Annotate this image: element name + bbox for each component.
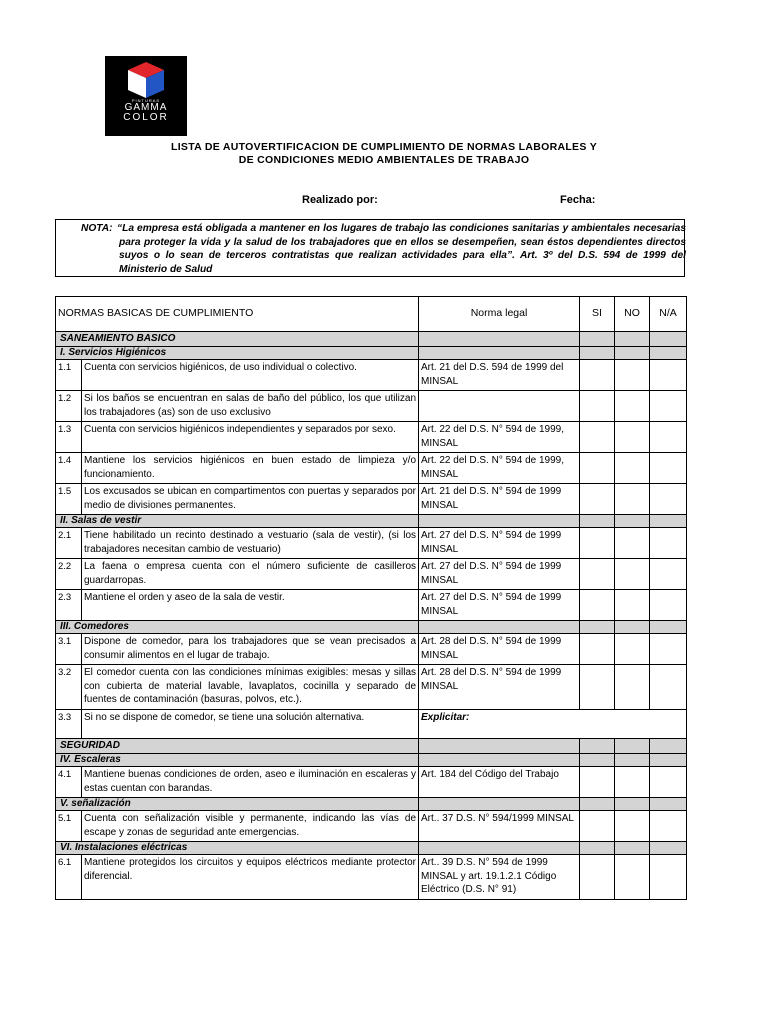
row-description: Los excusados se ubican en compartimentos con puertas y separados por medio de divisiones permanentes. xyxy=(82,484,419,515)
row-description: Mantiene buenas condiciones de orden, aseo e iluminación en escaleras y estas cuentan con barandas. xyxy=(82,767,419,798)
no-cell[interactable] xyxy=(615,484,650,515)
no-cell[interactable] xyxy=(615,811,650,842)
row-legal: Art. 22 del D.S. N° 594 de 1999, MINSAL xyxy=(419,453,580,484)
si-cell[interactable] xyxy=(580,360,615,391)
no-cell[interactable] xyxy=(615,360,650,391)
document-title xyxy=(0,141,768,167)
checklist-table xyxy=(55,296,687,900)
header-na: N/A xyxy=(650,297,687,332)
no-cell[interactable] xyxy=(615,391,650,422)
section-row xyxy=(56,332,687,347)
row-description: Dispone de comedor, para los trabajadores que se vean precisados a consumir alimentos en el lugar de trabajo. xyxy=(82,634,419,665)
nota-box xyxy=(55,219,685,277)
row-description: Mantiene protegidos los circuitos y equipos eléctricos mediante protector diferencial. xyxy=(82,855,419,900)
row-number: 4.1 xyxy=(56,767,82,798)
subsection-title: II. Salas de vestir xyxy=(56,515,419,528)
no-cell[interactable] xyxy=(615,665,650,710)
logo-color: COLOR xyxy=(123,112,169,123)
table-row xyxy=(56,767,687,798)
si-cell[interactable] xyxy=(580,453,615,484)
row-description: El comedor cuenta con las condiciones mínimas exigibles: mesas y sillas con cubierta de material lavable, lavaplatos, cocinilla y separado de fuentes de contaminación (basuras, polvos, etc.). xyxy=(82,665,419,710)
header-normas: NORMAS BASICAS DE CUMPLIMIENTO xyxy=(56,297,419,332)
row-legal: Art. 27 del D.S. N° 594 de 1999 MINSAL xyxy=(419,528,580,559)
no-cell[interactable] xyxy=(615,453,650,484)
logo-small-text: PINTURAS xyxy=(131,98,161,103)
na-cell[interactable] xyxy=(650,422,687,453)
table-row xyxy=(56,634,687,665)
section-title: SANEAMIENTO BASICO xyxy=(56,332,419,347)
table-row xyxy=(56,422,687,453)
table-row xyxy=(56,811,687,842)
row-legal: Art.. 39 D.S. N° 594 de 1999 MINSAL y art. 19.1.2.1 Código Eléctrico (D.S. N° 91) xyxy=(419,855,580,900)
table-row xyxy=(56,710,687,739)
table-row xyxy=(56,855,687,900)
nota-text: “La empresa está obligada a mantener en los lugares de trabajo las condiciones sanitarias y ambientales necesarias para proteger la vida y la salud de los trabajadores que en ellos se desempeñen, sean éstos dependientes directos suyos o lo sean de terceros contratistas que realizan actividades para ella”. Art. 3º del D.S. 594 de 1999 del Ministerio de Salud xyxy=(117,223,686,275)
table-row xyxy=(56,453,687,484)
row-number: 2.3 xyxy=(56,590,82,621)
subsection-row xyxy=(56,842,687,855)
nota-label: NOTA: xyxy=(81,223,113,234)
row-number: 1.2 xyxy=(56,391,82,422)
row-number: 1.3 xyxy=(56,422,82,453)
row-legal: Art. 28 del D.S. N° 594 de 1999 MINSAL xyxy=(419,665,580,710)
row-description: Si no se dispone de comedor, se tiene una solución alternativa. xyxy=(82,710,419,739)
no-cell[interactable] xyxy=(615,634,650,665)
si-cell[interactable] xyxy=(580,528,615,559)
no-cell[interactable] xyxy=(615,855,650,900)
si-cell[interactable] xyxy=(580,590,615,621)
si-cell[interactable] xyxy=(580,855,615,900)
na-cell[interactable] xyxy=(650,634,687,665)
na-cell[interactable] xyxy=(650,559,687,590)
table-row xyxy=(56,528,687,559)
subsection-row xyxy=(56,621,687,634)
table-row xyxy=(56,665,687,710)
row-description: Mantiene los servicios higiénicos en buen estado de limpieza y/o funcionamiento. xyxy=(82,453,419,484)
row-number: 1.4 xyxy=(56,453,82,484)
header-si: SI xyxy=(580,297,615,332)
row-legal: Art. 21 del D.S. 594 de 1999 del MINSAL xyxy=(419,360,580,391)
na-cell[interactable] xyxy=(650,484,687,515)
section-row xyxy=(56,739,687,754)
subsection-title: I. Servicios Higiénicos xyxy=(56,347,419,360)
na-cell[interactable] xyxy=(650,665,687,710)
no-cell[interactable] xyxy=(615,590,650,621)
na-cell[interactable] xyxy=(650,360,687,391)
subsection-title: V. señalización xyxy=(56,798,419,811)
si-cell[interactable] xyxy=(580,767,615,798)
table-header-row xyxy=(56,297,687,332)
company-logo xyxy=(105,56,187,136)
table-row xyxy=(56,559,687,590)
table-row xyxy=(56,484,687,515)
subsection-row xyxy=(56,347,687,360)
si-cell[interactable] xyxy=(580,634,615,665)
subsection-row xyxy=(56,515,687,528)
fecha-label: Fecha: xyxy=(560,194,596,206)
row-number: 1.1 xyxy=(56,360,82,391)
row-description: Mantiene el orden y aseo de la sala de vestir. xyxy=(82,590,419,621)
si-cell[interactable] xyxy=(580,665,615,710)
na-cell[interactable] xyxy=(650,811,687,842)
subsection-row xyxy=(56,798,687,811)
row-legal: Art. 27 del D.S. N° 594 de 1999 MINSAL xyxy=(419,590,580,621)
table-row xyxy=(56,391,687,422)
row-description: Cuenta con servicios higiénicos independientes y separados por sexo. xyxy=(82,422,419,453)
row-number: 2.1 xyxy=(56,528,82,559)
row-legal: Art. 27 del D.S. N° 594 de 1999 MINSAL xyxy=(419,559,580,590)
no-cell[interactable] xyxy=(615,528,650,559)
na-cell[interactable] xyxy=(650,391,687,422)
logo-gamma: GAMMA xyxy=(124,102,168,113)
si-cell[interactable] xyxy=(580,391,615,422)
si-cell[interactable] xyxy=(580,559,615,590)
row-description: La faena o empresa cuenta con el número suficiente de casilleros guardarropas. xyxy=(82,559,419,590)
row-number: 3.2 xyxy=(56,665,82,710)
row-number: 6.1 xyxy=(56,855,82,900)
section-title: SEGURIDAD xyxy=(56,739,419,754)
title-line-1: LISTA DE AUTOVERTIFICACION DE CUMPLIMIENTO DE NORMAS LABORALES Y xyxy=(171,141,597,153)
subsection-title: III. Comedores xyxy=(56,621,419,634)
row-legal: Art. 21 del D.S. N° 594 de 1999 MINSAL xyxy=(419,484,580,515)
no-cell[interactable] xyxy=(615,559,650,590)
row-number: 1.5 xyxy=(56,484,82,515)
si-cell[interactable] xyxy=(580,811,615,842)
row-legal: Art.. 37 D.S. N° 594/1999 MINSAL xyxy=(419,811,580,842)
na-cell[interactable] xyxy=(650,855,687,900)
no-cell[interactable] xyxy=(615,422,650,453)
row-legal xyxy=(419,391,580,422)
realizado-label: Realizado por: xyxy=(302,194,378,206)
row-legal: Art. 22 del D.S. N° 594 de 1999, MINSAL xyxy=(419,422,580,453)
row-number: 3.1 xyxy=(56,634,82,665)
row-description: Si los baños se encuentran en salas de baño del público, los que utilizan los trabajadores (as) son de uso exclusivo xyxy=(82,391,419,422)
row-description: Cuenta con señalización visible y permanente, indicando las vías de escape y zonas de seguridad ante emergencias. xyxy=(82,811,419,842)
na-cell[interactable] xyxy=(650,528,687,559)
table-row xyxy=(56,590,687,621)
subsection-title: VI. Instalaciones eléctricas xyxy=(56,842,419,855)
na-cell[interactable] xyxy=(650,453,687,484)
table-row xyxy=(56,360,687,391)
row-number: 5.1 xyxy=(56,811,82,842)
si-cell[interactable] xyxy=(580,422,615,453)
row-legal: Art. 184 del Código del Trabajo xyxy=(419,767,580,798)
na-cell[interactable] xyxy=(650,590,687,621)
header-no: NO xyxy=(615,297,650,332)
explicitar-field[interactable]: Explicitar: xyxy=(419,710,687,739)
no-cell[interactable] xyxy=(615,767,650,798)
title-line-2: DE CONDICIONES MEDIO AMBIENTALES DE TRABAJO xyxy=(238,154,530,166)
row-description: Cuenta con servicios higiénicos, de uso individual o colectivo. xyxy=(82,360,419,391)
row-legal: Art. 28 del D.S. N° 594 de 1999 MINSAL xyxy=(419,634,580,665)
na-cell[interactable] xyxy=(650,767,687,798)
subsection-title: IV. Escaleras xyxy=(56,754,419,767)
row-number: 3.3 xyxy=(56,710,82,739)
header-norma-legal: Norma legal xyxy=(419,297,580,332)
subsection-row xyxy=(56,754,687,767)
row-number: 2.2 xyxy=(56,559,82,590)
row-description: Tiene habilitado un recinto destinado a vestuario (sala de vestir), (si los trabajadores necesitan cambio de vestuario) xyxy=(82,528,419,559)
cube-logo-icon xyxy=(124,60,168,100)
si-cell[interactable] xyxy=(580,484,615,515)
